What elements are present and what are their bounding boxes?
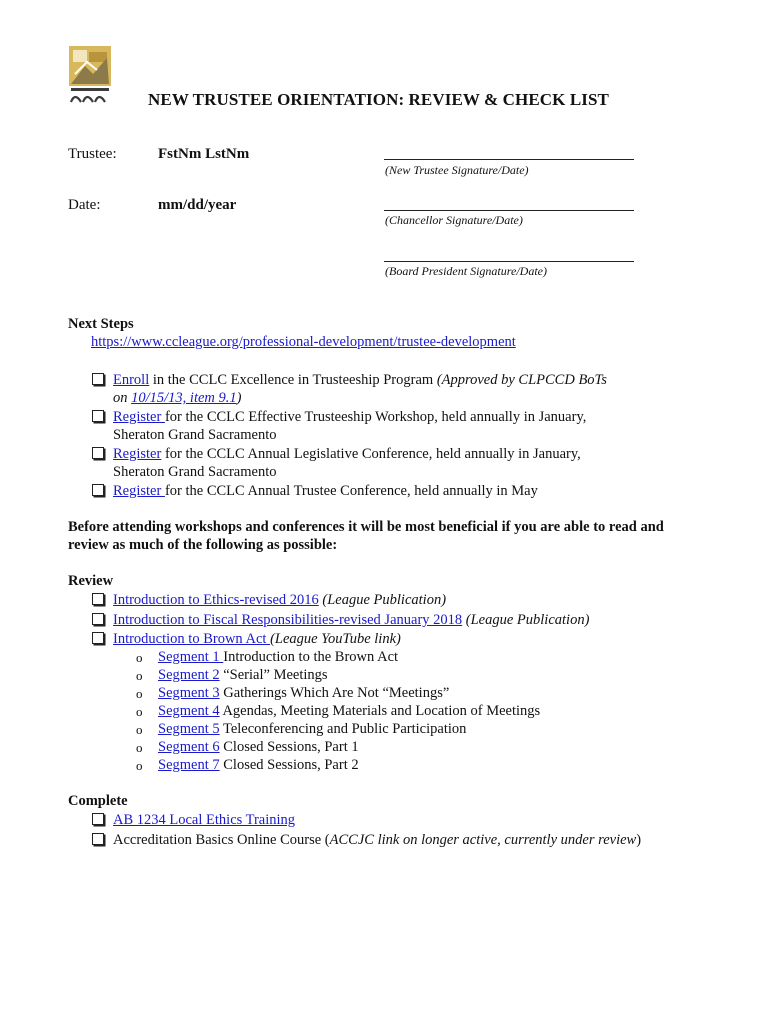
segment-3-link[interactable]: Segment 3 <box>158 685 220 701</box>
page-title: NEW TRUSTEE ORIENTATION: REVIEW & CHECK LIST <box>148 90 609 109</box>
segment-item <box>158 684 449 702</box>
board-president-signature-line[interactable] <box>384 261 634 262</box>
review-item-brown-act <box>113 630 401 648</box>
board-president-signature-caption: (Board President Signature/Date) <box>385 264 547 278</box>
complete-item-accreditation <box>113 831 641 849</box>
accreditation-note: ACCJC link on longer active, currently under review <box>329 832 637 848</box>
segment-item <box>158 756 359 774</box>
workshop-location: Sheraton Grand Sacramento <box>113 427 277 443</box>
segment-bullet: o <box>136 686 143 701</box>
legislative-register-link[interactable]: Register <box>113 446 162 462</box>
next-step-item-workshop <box>113 408 586 426</box>
bots-item-link[interactable]: 10/15/13, item 9.1 <box>131 390 237 406</box>
advice-line-2: review as much of the following as possible: <box>68 537 338 553</box>
segment-7-text: Closed Sessions, Part 2 <box>219 757 359 773</box>
segment-bullet: o <box>136 650 143 665</box>
legislative-location: Sheraton Grand Sacramento <box>113 464 277 480</box>
review-item-fiscal <box>113 611 589 629</box>
segment-item <box>158 702 540 720</box>
ab1234-training-link[interactable]: AB 1234 Local Ethics Training <box>113 812 296 828</box>
accreditation-text: Accreditation Basics Online Course ( <box>113 832 330 848</box>
segment-1-text: Introduction to the Brown Act <box>223 649 399 665</box>
chancellor-signature-line[interactable] <box>384 210 634 211</box>
next-steps-heading: Next Steps <box>68 316 134 332</box>
enroll-note: (Approved by CLPCCD BoTs <box>436 372 607 388</box>
segment-6-link[interactable]: Segment 6 <box>158 739 220 755</box>
enroll-text: in the CCLC Excellence in Trusteeship Program <box>149 372 437 388</box>
segment-bullet: o <box>136 722 143 737</box>
segment-4-link[interactable]: Segment 4 <box>158 703 220 719</box>
segment-bullet: o <box>136 704 143 719</box>
legislative-text: for the CCLC Annual Legislative Conference, held annually in January, <box>161 446 581 462</box>
checkbox-accreditation[interactable] <box>92 833 104 845</box>
checkbox-fiscal[interactable] <box>92 613 104 625</box>
segment-bullet: o <box>136 668 143 683</box>
segment-item <box>158 648 398 666</box>
date-label: Date: <box>68 197 101 213</box>
segment-3-text: Gatherings Which Are Not “Meetings” <box>219 685 450 701</box>
segment-2-text: “Serial” Meetings <box>219 667 328 683</box>
annual-conference-text: for the CCLC Annual Trustee Conference, held annually in May <box>164 483 538 499</box>
brown-act-link[interactable]: Introduction to Brown Act <box>113 631 271 647</box>
segment-5-text: Teleconferencing and Public Participation <box>219 721 467 737</box>
fiscal-link[interactable]: Introduction to Fiscal Responsibilities-revised January 2018 <box>113 612 463 628</box>
segment-7-link[interactable]: Segment 7 <box>158 757 220 773</box>
chancellor-signature-caption: (Chancellor Signature/Date) <box>385 213 523 227</box>
checkbox-enroll[interactable] <box>92 373 104 385</box>
segment-item <box>158 666 328 684</box>
checkbox-brown-act[interactable] <box>92 632 104 644</box>
segment-4-text: Agendas, Meeting Materials and Location of Meetings <box>219 703 541 719</box>
segment-item <box>158 738 359 756</box>
accreditation-close: ) <box>636 832 642 848</box>
enroll-note-line2 <box>113 389 242 407</box>
segment-2-link[interactable]: Segment 2 <box>158 667 220 683</box>
advice-line-1: Before attending workshops and conferences it will be most beneficial if you are able to read and <box>68 519 664 535</box>
brown-act-note: (League YouTube link) <box>270 631 401 647</box>
segment-item <box>158 720 466 738</box>
ethics-link[interactable]: Introduction to Ethics-revised 2016 <box>113 592 319 608</box>
college-logo <box>67 44 113 106</box>
new-trustee-signature-caption: (New Trustee Signature/Date) <box>385 163 529 177</box>
next-step-item-annual-conference <box>113 482 538 500</box>
complete-heading: Complete <box>68 793 128 809</box>
ethics-note: (League Publication) <box>318 592 447 608</box>
enroll-link[interactable]: Enroll <box>113 372 150 388</box>
segment-5-link[interactable]: Segment 5 <box>158 721 220 737</box>
review-heading: Review <box>68 573 114 589</box>
trustee-label: Trustee: <box>68 146 117 162</box>
date-field[interactable]: mm/dd/year <box>158 197 237 213</box>
fiscal-note: (League Publication) <box>462 612 590 628</box>
enroll-note-close: ) <box>236 390 242 406</box>
enroll-note-on: on <box>113 390 132 406</box>
trustee-development-link[interactable]: https://www.ccleague.org/professional-development/trustee-development <box>91 334 516 350</box>
checkbox-annual-conference[interactable] <box>92 484 104 496</box>
next-step-item-legislative <box>113 445 581 463</box>
segment-1-link[interactable]: Segment 1 <box>158 649 224 665</box>
trustee-name-field[interactable]: FstNm LstNm <box>158 146 250 162</box>
new-trustee-signature-line[interactable] <box>384 159 634 160</box>
checkbox-legislative[interactable] <box>92 447 104 459</box>
workshop-register-link[interactable]: Register <box>113 409 165 425</box>
checkbox-ethics[interactable] <box>92 593 104 605</box>
segment-6-text: Closed Sessions, Part 1 <box>219 739 359 755</box>
next-step-item-enroll <box>113 371 607 389</box>
review-item-ethics <box>113 591 446 609</box>
checkbox-ab1234[interactable] <box>92 813 104 825</box>
annual-conference-register-link[interactable]: Register <box>113 483 165 499</box>
workshop-text: for the CCLC Effective Trusteeship Workshop, held annually in January, <box>164 409 587 425</box>
checkbox-workshop[interactable] <box>92 410 104 422</box>
segment-bullet: o <box>136 740 143 755</box>
segment-bullet: o <box>136 758 143 773</box>
